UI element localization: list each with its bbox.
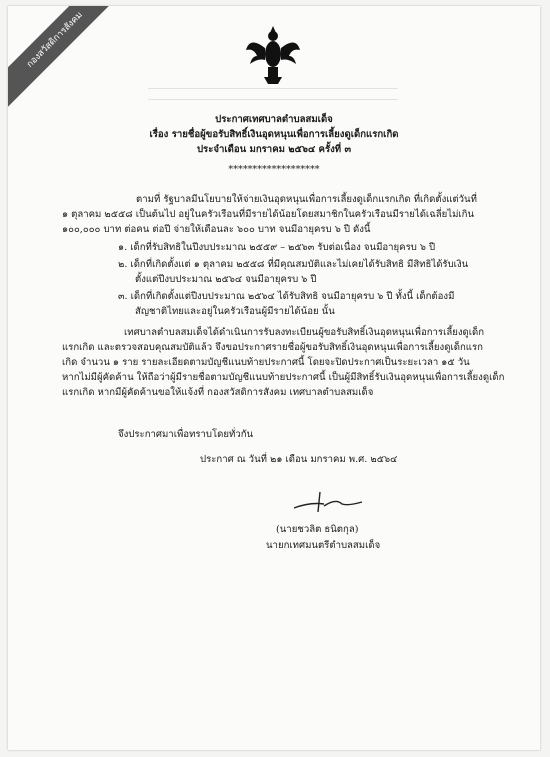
paragraph-2-line-4: หากไม่มีผู้คัดค้าน ให้ถือว่าผู้มีรายชื่อตามบัญชีแนบท้ายประกาศนี้ เป็นผู้มีสิทธิ์รับเงินอุดหนุนเพื่อการเลี้ยงดูเด็ก — [62, 372, 505, 383]
header-line-3: ประจำเดือน มกราคม ๒๕๖๔ ครั้งที่ ๓ — [196, 144, 352, 155]
paragraph-2-line-3: เกิด จำนวน ๑ ราย รายละเอียดตามบัญชีแนบท้ายประกาศนี้ โดยจะปิดประกาศเป็นระยะเวลา ๑๕ วัน — [62, 357, 470, 368]
signatory-title: นายกเทศมนตรีตำบลสมเด็จ — [266, 540, 381, 551]
separator-stars: ******************* — [228, 164, 320, 175]
list-item-2-line-1: ๒. เด็กที่เกิดตั้งแต่ ๑ ตุลาคม ๒๕๕๘ ที่มีคุณสมบัติและไม่เคยได้รับสิทธิ มีสิทธิได้รับเงิน — [118, 259, 469, 270]
signature-icon — [290, 486, 370, 516]
paragraph-1-line-1: ตามที่ รัฐบาลมีนโยบายให้จ่ายเงินอุดหนุนเพื่อการเลี้ยงดูเด็กแรกเกิด ที่เกิดตั้งแต่วันที่ — [136, 194, 477, 205]
list-item-3-line-2: สัญชาติไทยและอยู่ในครัวเรือนผู้มีรายได้น้อย นั้น — [135, 306, 335, 317]
header-line-1: ประกาศเทศบาลตำบลสมเด็จ — [215, 114, 333, 125]
document-page — [8, 6, 540, 750]
paragraph-1-line-2: ๑ ตุลาคม ๒๕๕๘ เป็นต้นไป อยู่ในครัวเรือนที่มีรายได้น้อยโดยสมาชิกในครัวเรือนมีรายได้เฉลี่ยไม่เกิน — [62, 209, 475, 220]
signatory-name: (นายชวลิต ธนิตกุล) — [276, 524, 359, 535]
header-line-2: เรื่อง รายชื่อผู้ขอรับสิทธิ์เงินอุดหนุนเพื่อการเลี้ยงดูเด็กแรกเกิด — [149, 129, 399, 140]
paragraph-1-line-3: ๑๐๐,๐๐๐ บาท ต่อคน ต่อปี จ่ายให้เดือนละ ๖๐๐ บาท จนมีอายุครบ ๖ ปี ดังนี้ — [62, 224, 371, 235]
closing-line: จึงประกาศมาเพื่อทราบโดยทั่วกัน — [118, 429, 254, 440]
announcement-date: ประกาศ ณ วันที่ ๒๑ เดือน มกราคม พ.ศ. ๒๕๖๔ — [200, 454, 398, 465]
garuda-emblem-icon — [244, 26, 302, 86]
paragraph-2-line-2: แรกเกิด และตรวจสอบคุณสมบัติแล้ว จึงขอประกาศรายชื่อผู้ขอรับสิทธิ์เงินอุดหนุนเพื่อการเลี้ยงดูเด็กแรก — [62, 342, 483, 353]
faint-reverse-text — [148, 84, 398, 100]
corner-stamp: กองสวัสดิการสังคม — [8, 6, 125, 110]
paragraph-2-line-5: แรกเกิด หากมีผู้คัดค้านขอให้แจ้งที่ กองสวัสดิการสังคม เทศบาลตำบลสมเด็จ — [62, 387, 374, 398]
list-item-2-line-2: ตั้งแต่ปีงบประมาณ ๒๕๖๔ จนมีอายุครบ ๖ ปี — [135, 274, 317, 285]
list-item-3-line-1: ๓. เด็กที่เกิดตั้งแต่ปีงบประมาณ ๒๕๖๔ ได้รับสิทธิ จนมีอายุครบ ๖ ปี ทั้งนี้ เด็กต้องมี — [118, 291, 455, 302]
list-item-1: ๑. เด็กที่รับสิทธิในปีงบประมาณ ๒๕๕๙ – ๒๕๖๓ รับต่อเนื่อง จนมีอายุครบ ๖ ปี — [118, 242, 436, 253]
paragraph-2-line-1: เทศบาลตำบลสมเด็จได้ดำเนินการรับลงทะเบียนผู้ขอรับสิทธิ์เงินอุดหนุนเพื่อการเลี้ยงดูเด็ก — [124, 327, 485, 338]
